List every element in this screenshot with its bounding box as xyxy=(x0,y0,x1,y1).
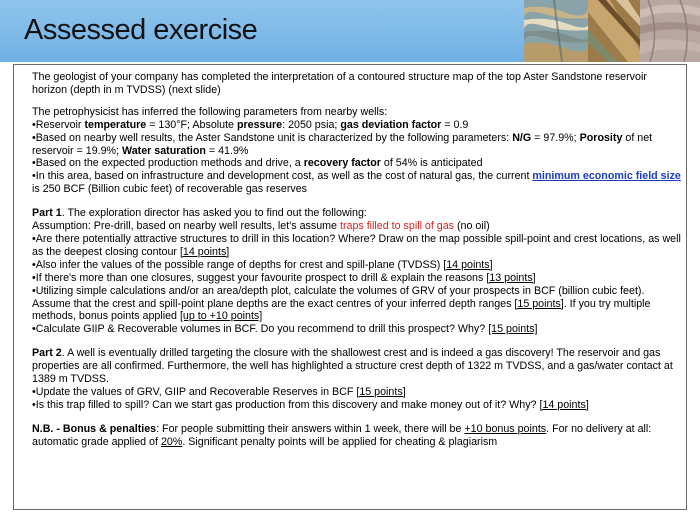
part2-heading: Part 2. A well is eventually drilled targeting the closure with the shallowest crest and is indeed a gas discovery! The reservoir and gas properties are all confirmed. Furthermore, the well has highlighted a structure crest depth of 1322 m TVDSS, and a gas/water contact at 1389 m TVDSS. xyxy=(32,347,673,386)
part1-assumption: Assumption: Pre-drill, based on nearby well results, let's assume traps filled to spill of gas (no oil) xyxy=(32,220,490,233)
part1-question-4: •Utilizing simple calculations and/or an area/depth plot, calculate the volumes of GRV of your prospects in BCF (billion cubic feet). Assume that the crest and spill-point plane depths are the exact centres of your inferred depth ranges [15 points]. If you try multiple methods, bonus points applied [up to +10 points] xyxy=(32,284,651,323)
title-bar xyxy=(0,0,700,62)
exercise-text xyxy=(32,71,682,449)
bullet-temperature: •Reservoir temperature = 130°F; Absolute pressure: 2050 psia; gas deviation factor = 0.9 xyxy=(32,118,469,131)
assumption-highlight: traps filled to spill of gas xyxy=(339,220,455,233)
part1-heading: Part 1. The exploration director has asked you to find out the following: xyxy=(32,207,367,220)
page-title: Assessed exercise xyxy=(24,14,258,46)
content-box xyxy=(13,64,687,510)
part2-question-2: •Is this trap filled to spill? Can we start gas production from this discovery and make money out of it? Why? [14 points] xyxy=(32,398,589,411)
part1-question-2: •Also infer the values of the possible range of depths for crest and spill-plane (TVDSS) [14 points] xyxy=(32,258,493,271)
intro-paragraph: The geologist of your company has completed the interpretation of a contoured structure map of the top Aster Sandstone reservoir horizon (depth in m TVDSS) (next slide) xyxy=(32,71,647,96)
bullet-reservoir-parameters: •Based on nearby well results, the Aster Sandstone unit is characterized by the following parameters: N/G = 97.9%; Porosity of net reservoir = 19.9%; Water saturation = 41.9% xyxy=(32,131,653,157)
part2-question-1: •Update the values of GRV, GIIP and Recoverable Reserves in BCF [15 points] xyxy=(32,385,406,398)
outcrop-photo-3 xyxy=(640,0,700,62)
petrophysics-heading: The petrophysicist has inferred the following parameters from nearby wells: xyxy=(32,105,388,118)
part1-question-5: •Calculate GIIP & Recoverable volumes in BCF. Do you recommend to drill this prospect? Why? [15 points] xyxy=(32,323,538,336)
bullet-recovery-factor: •Based on the expected production methods and drive, a recovery factor of 54% is anticipated xyxy=(32,157,483,170)
part1-question-1: •Are there potentially attractive structures to drill in this location? Where? Draw on the map possible spill-point and crest locations, as well as the deepest closing contour [14 points] xyxy=(32,232,681,258)
outcrop-photo-1 xyxy=(524,0,588,62)
bullet-economic-field-size: •In this area, based on infrastructure and development cost, as well as the cost of natural gas, the current minimum economic field size is 250 BCF (Billion cubic feet) of recoverable gas reserves xyxy=(32,170,681,196)
part1-question-3: •If there's more than one closures, suggest your favourite prospect to drill & explain the reasons [13 points] xyxy=(32,271,536,284)
nb-bonus-penalties: N.B. - Bonus & penalties: For people submitting their answers within 1 week, there will be +10 bonus points. For no delivery at all: automatic grade applied of 20%. Significant penalty points will be applied for cheating & plagiarism xyxy=(32,422,652,448)
minimum-economic-field-size-link[interactable]: minimum economic field size xyxy=(532,170,681,183)
outcrop-photo-2 xyxy=(588,0,640,62)
